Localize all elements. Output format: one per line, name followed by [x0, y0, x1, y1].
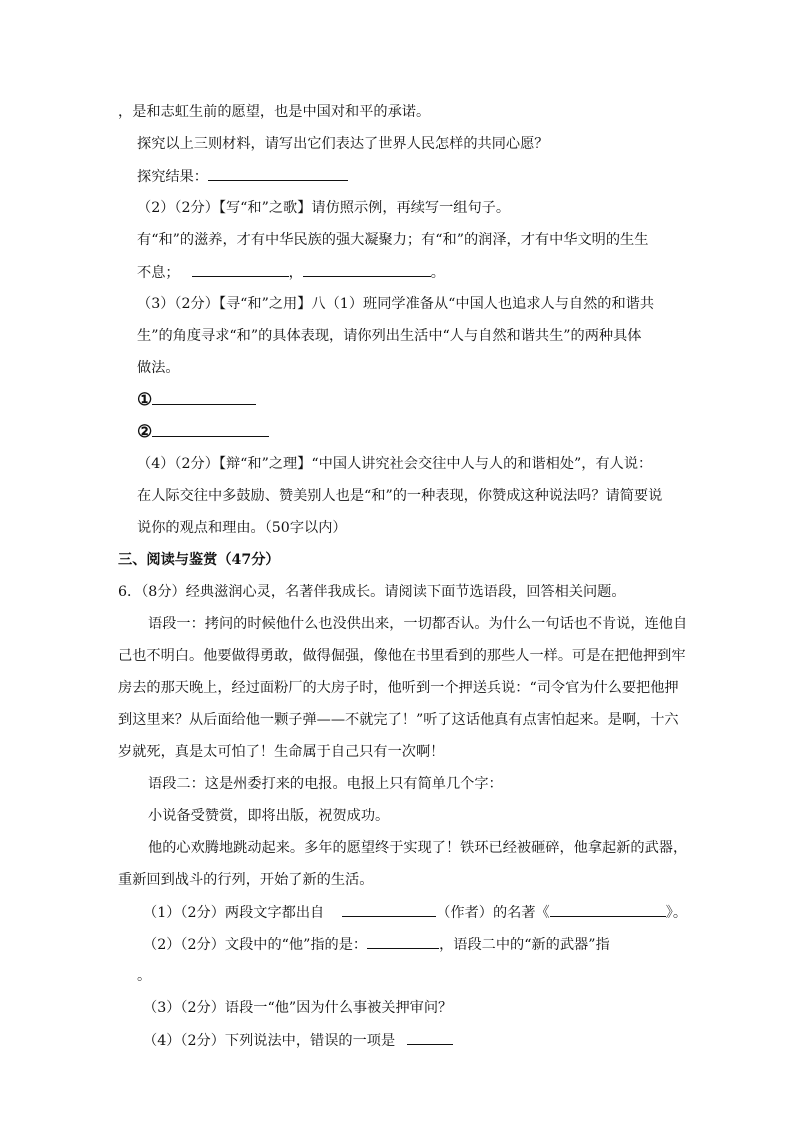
passage-line: 重新回到战斗的行列，开始了新的生活。: [118, 872, 374, 888]
text-line: 做法。: [137, 360, 180, 376]
item-number: ①: [137, 390, 153, 410]
passage-line: 小说备受赞赏，即将出版，祝贺成功。: [148, 808, 390, 824]
author-blank[interactable]: [342, 902, 436, 917]
text-line: 说你的观点和理由。（50字以内）: [137, 520, 347, 536]
passage-line: 他的心欢腾地跳动起来。多年的愿望终于实现了！铁环已经被砸碎，他拿起新的武器，: [148, 840, 688, 856]
text-fragment: （1）（2分）两段文字都出自: [143, 905, 325, 921]
question-prompt: 探究以上三则材料，请写出它们表达了世界人民怎样的共同心愿？: [137, 136, 549, 152]
sub-question-2: [143, 934, 610, 955]
passage-line: 己也不明白。他要做得勇敢，做得倔强，像他在书里看到的那些人一样。可是在把他押到牢: [118, 648, 686, 664]
passage-line: 房去的那天晚上，经过面粉厂的大房子时，他听到一个押送兵说：“司令官为什么要把他押: [118, 680, 679, 696]
text-fragment: （4）（2分）下列说法中，错误的一项是: [143, 1033, 396, 1049]
text-fragment: 。: [430, 265, 445, 281]
answer-blank[interactable]: [152, 422, 269, 437]
text-fragment: （2）（2分）文段中的“他”指的是：: [143, 937, 368, 953]
text-fragment: （作者）的名著《: [436, 905, 550, 921]
item-number: ②: [137, 422, 153, 442]
text-line: 。: [137, 968, 152, 984]
passage-line: 到这里来？从后面给他一颗子弹——不就完了！”听了这话他真有点害怕起来。是啊，十六: [118, 712, 679, 728]
answer-blank[interactable]: [303, 262, 431, 277]
section-heading: 三、阅读与鉴赏（47分）: [118, 552, 280, 568]
example-sentence: 有“和”的滋养，才有中华民族的强大凝聚力；有“和”的润泽，才有中华文明的生生: [137, 232, 649, 248]
text-line: ，是和志虹生前的愿望，也是中国对和平的承诺。: [118, 104, 431, 120]
text-fragment: 不息；: [137, 265, 180, 281]
passage-line: 岁就死，真是太可怕了！生命属于自己只有一次啊！: [118, 744, 445, 760]
answer-item-1: [137, 390, 256, 411]
answer-blank[interactable]: [208, 166, 348, 181]
text-fragment: ，语段二中的“新的武器”指: [439, 937, 610, 953]
text-fragment: ，: [288, 265, 303, 281]
sub-question-1: [143, 902, 687, 923]
question-3-heading: （3）（2分）【寻“和”之用】八（1）班同学准备从“中国人也追求人与自然的和谐共: [137, 296, 655, 312]
answer-blank[interactable]: [407, 1030, 453, 1045]
text-line: 在人际交往中多鼓励、赞美别人也是“和”的一种表现，你赞成这种说法吗？请简要说: [137, 488, 663, 504]
question-4-heading: （4）（2分）【辩“和”之理】“中国人讲究社会交往中人与人的和谐相处”，有人说：: [137, 456, 653, 472]
fill-blank-line: [137, 262, 445, 283]
text-line: 生”的角度寻求“和”的具体表现，请你列出生活中“人与自然和谐共生”的两种具体: [137, 328, 642, 344]
answer-line: [137, 166, 348, 187]
book-title-blank[interactable]: [550, 902, 666, 917]
answer-label: 探究结果：: [137, 169, 208, 185]
passage-line: 语段二：这是州委打来的电报。电报上只有简单几个字：: [148, 776, 503, 792]
question-2-heading: （2）（2分）【写“和”之歌】请仿照示例，再续写一组句子。: [137, 200, 511, 216]
text-fragment: 》。: [665, 905, 688, 921]
passage-line: 语段一：拷问的时候他什么也没供出来，一切都否认。为什么一句话也不肯说，连他自: [148, 616, 688, 632]
question-6-heading: 6．（8分）经典滋润心灵，名著伴我成长。请阅读下面节选语段，回答相关问题。: [118, 584, 626, 600]
answer-blank[interactable]: [367, 934, 439, 949]
sub-question-4: [143, 1030, 453, 1051]
answer-item-2: [137, 422, 269, 443]
sub-question-3: （3）（2分）语段一“他”因为什么事被关押审问？: [143, 1000, 453, 1016]
answer-blank[interactable]: [152, 390, 256, 405]
answer-blank[interactable]: [192, 262, 289, 277]
